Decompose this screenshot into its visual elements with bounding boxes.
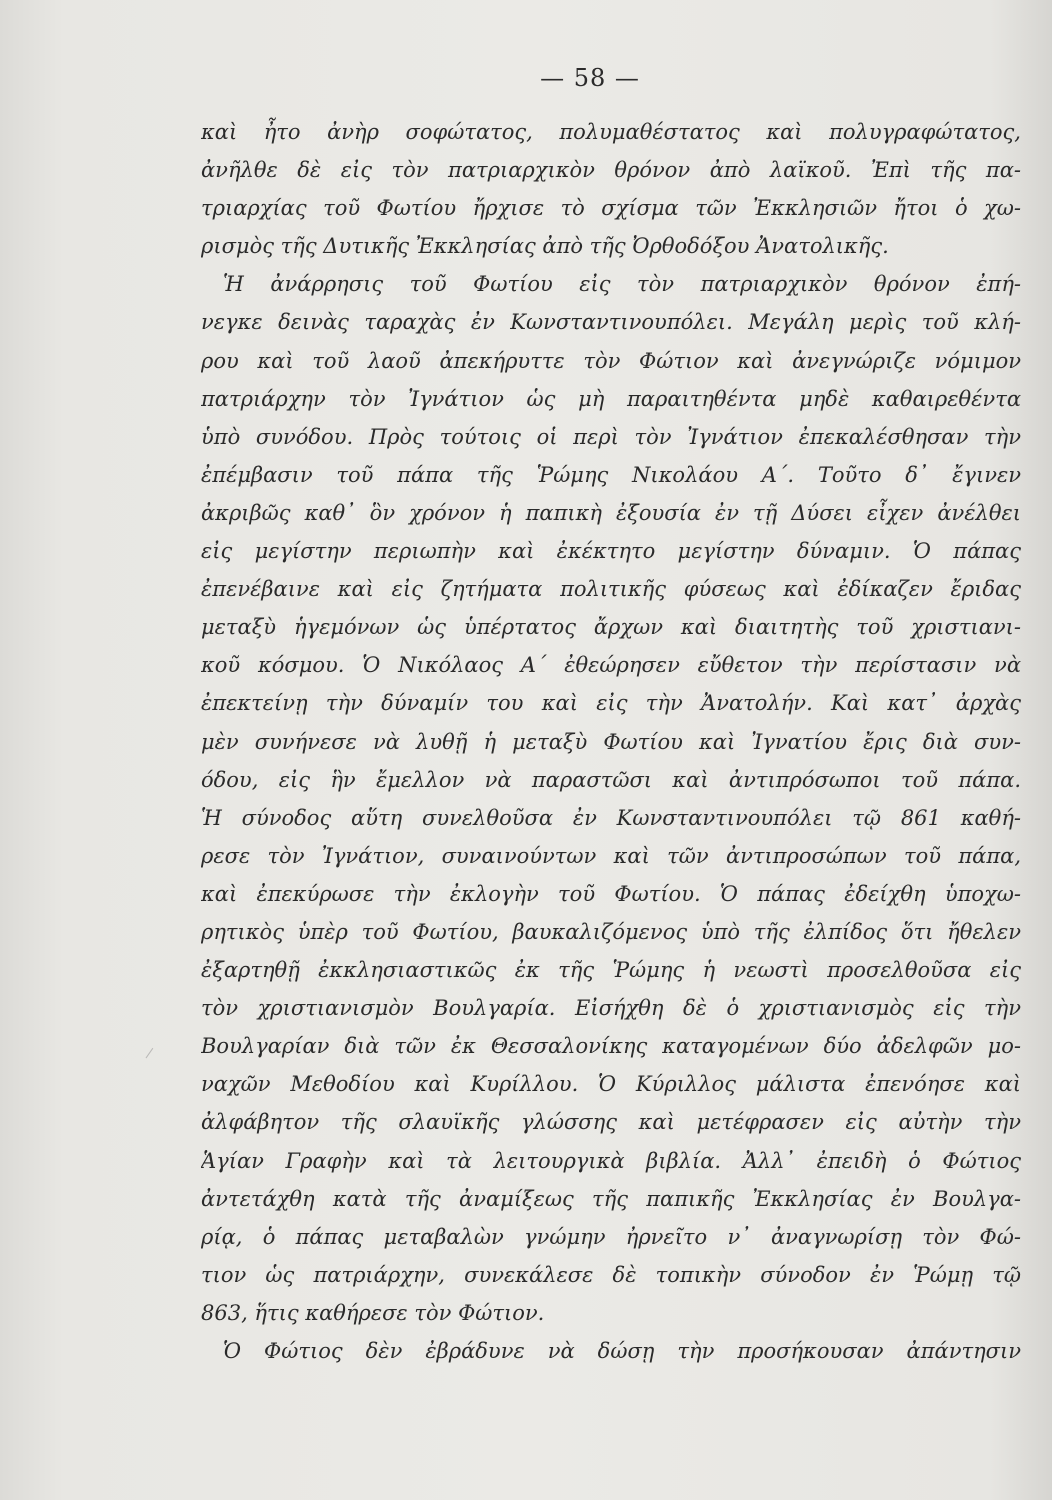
- text-line: ὑπὸ συνόδου. Πρὸς τούτοις οἱ περὶ τὸν Ἰγνάτιον ἐπεκαλέσθησαν τὴν: [201, 424, 1021, 449]
- text-line: Βουλγαρίαν διὰ τῶν ἐκ Θεσσαλονίκης καταγομένων δύο ἀδελφῶν μο-: [201, 1034, 1021, 1059]
- text-line: καὶ ἦτο ἀνὴρ σοφώτατος, πολυμαθέστατος καὶ πολυγραφώτατος,: [201, 120, 1021, 144]
- text-line: ρητικὸς ὑπὲρ τοῦ Φωτίου, βαυκαλιζόμενος ὑπὸ τῆς ἐλπίδος ὅτι ἤθελεν: [201, 919, 1021, 944]
- text-line: εἰς μεγίστην περιωπὴν καὶ ἐκέκτητο μεγίστην δύναμιν. Ὁ πάπας: [201, 539, 1021, 564]
- text-line: ἀντετάχθη κατὰ τῆς ἀναμίξεως τῆς παπικῆς Ἐκκλησίας ἐν Βουλγα-: [201, 1186, 1021, 1211]
- text-line: Ἡ ἀνάρρησις τοῦ Φωτίου εἰς τὸν πατριαρχικὸν θρόνον ἐπή-: [223, 272, 1021, 297]
- text-line: ρεσε τὸν Ἰγνάτιον, συναινούντων καὶ τῶν ἀντιπροσώπων τοῦ πάπα,: [201, 843, 1021, 868]
- text-line: 863, ἥτις καθήρεσε τὸν Φώτιον.: [201, 1300, 545, 1325]
- text-line: ἐξαρτηθῇ ἐκκλησιαστικῶς ἐκ τῆς Ῥώμης ἡ νεωστὶ προσελθοῦσα εἰς: [201, 958, 1021, 983]
- page-number: — 58 —: [540, 64, 640, 92]
- text-line: ρίᾳ, ὁ πάπας μεταβαλὼν γνώμην ἠρνεῖτο ν᾽ ἀναγνωρίσῃ τὸν Φώ-: [201, 1224, 1021, 1249]
- text-line: Ἁγίαν Γραφὴν καὶ τὰ λειτουργικὰ βιβλία. Ἀλλ᾽ ἐπειδὴ ὁ Φώτιος: [201, 1148, 1021, 1173]
- text-line: ρου καὶ τοῦ λαοῦ ἀπεκήρυττε τὸν Φώτιον καὶ ἀνεγνώριζε νόμιμον: [201, 348, 1021, 373]
- text-line: νεγκε δεινὰς ταραχὰς ἐν Κωνσταντινουπόλει. Μεγάλη μερὶς τοῦ κλή-: [201, 310, 1021, 335]
- text-line: ρισμὸς τῆς Δυτικῆς Ἐκκλησίας ἀπὸ τῆς Ὀρθοδόξου Ἀνατολικῆς.: [201, 234, 889, 259]
- text-line: ἐπέμβασιν τοῦ πάπα τῆς Ῥώμης Νικολάου Α΄. Τοῦτο δ᾽ ἔγινεν: [201, 462, 1021, 487]
- text-line: καὶ ἐπεκύρωσε τὴν ἐκλογὴν τοῦ Φωτίου. Ὁ πάπας ἐδείχθη ὑποχω-: [201, 881, 1021, 906]
- text-line: ἐπεκτείνῃ τὴν δύναμίν του καὶ εἰς τὴν Ἀνατολήν. Καὶ κατ᾽ ἀρχὰς: [201, 691, 1021, 716]
- text-line: όδου, εἰς ἣν ἔμελλον νὰ παραστῶσι καὶ ἀντιπρόσωποι τοῦ πάπα.: [201, 767, 1021, 792]
- body-text: [201, 113, 1021, 1370]
- margin-pencil-mark: [146, 1048, 162, 1064]
- text-line: ἀνῆλθε δὲ εἰς τὸν πατριαρχικὸν θρόνον ἀπὸ λαϊκοῦ. Ἐπὶ τῆς πα-: [201, 158, 1021, 183]
- text-line: ἐπενέβαινε καὶ εἰς ζητήματα πολιτικῆς φύσεως καὶ ἐδίκαζεν ἔριδας: [201, 577, 1021, 602]
- text-line: ἀλφάβητον τῆς σλαυϊκῆς γλώσσης καὶ μετέφρασεν εἰς αὐτὴν τὴν: [201, 1110, 1021, 1135]
- text-line: Ἡ σύνοδος αὕτη συνελθοῦσα ἐν Κωνσταντινουπόλει τῷ 861 καθή-: [201, 805, 1021, 830]
- text-line: τριαρχίας τοῦ Φωτίου ἤρχισε τὸ σχίσμα τῶν Ἐκκλησιῶν ἤτοι ὁ χω-: [201, 196, 1021, 221]
- text-line: τὸν χριστιανισμὸν Βουλγαρία. Εἰσήχθη δὲ ὁ χριστιανισμὸς εἰς τὴν: [201, 996, 1021, 1021]
- text-line: ναχῶν Μεθοδίου καὶ Κυρίλλου. Ὁ Κύριλλος μάλιστα ἐπενόησε καὶ: [201, 1072, 1021, 1097]
- text-line: κοῦ κόσμου. Ὁ Νικόλαος Α΄ ἐθεώρησεν εὔθετον τὴν περίστασιν νὰ: [201, 653, 1021, 678]
- text-line: ἀκριβῶς καθ᾽ ὃν χρόνον ἡ παπικὴ ἐξουσία ἐν τῇ Δύσει εἶχεν ἀνέλθει: [201, 500, 1021, 525]
- text-line: τιον ὡς πατριάρχην, συνεκάλεσε δὲ τοπικὴν σύνοδον ἐν Ῥώμῃ τῷ: [201, 1262, 1021, 1287]
- text-line: Ὁ Φώτιος δὲν ἐβράδυνε νὰ δώσῃ τὴν προσήκουσαν ἀπάντησιν: [223, 1339, 1021, 1363]
- text-line: πατριάρχην τὸν Ἰγνάτιον ὡς μὴ παραιτηθέντα μηδὲ καθαιρεθέντα: [201, 386, 1021, 411]
- text-line: μεταξὺ ἡγεμόνων ὡς ὑπέρτατος ἄρχων καὶ διαιτητὴς τοῦ χριστιανι-: [201, 615, 1021, 640]
- text-line: μὲν συνήνεσε νὰ λυθῇ ἡ μεταξὺ Φωτίου καὶ Ἰγνατίου ἔρις διὰ συν-: [201, 729, 1021, 754]
